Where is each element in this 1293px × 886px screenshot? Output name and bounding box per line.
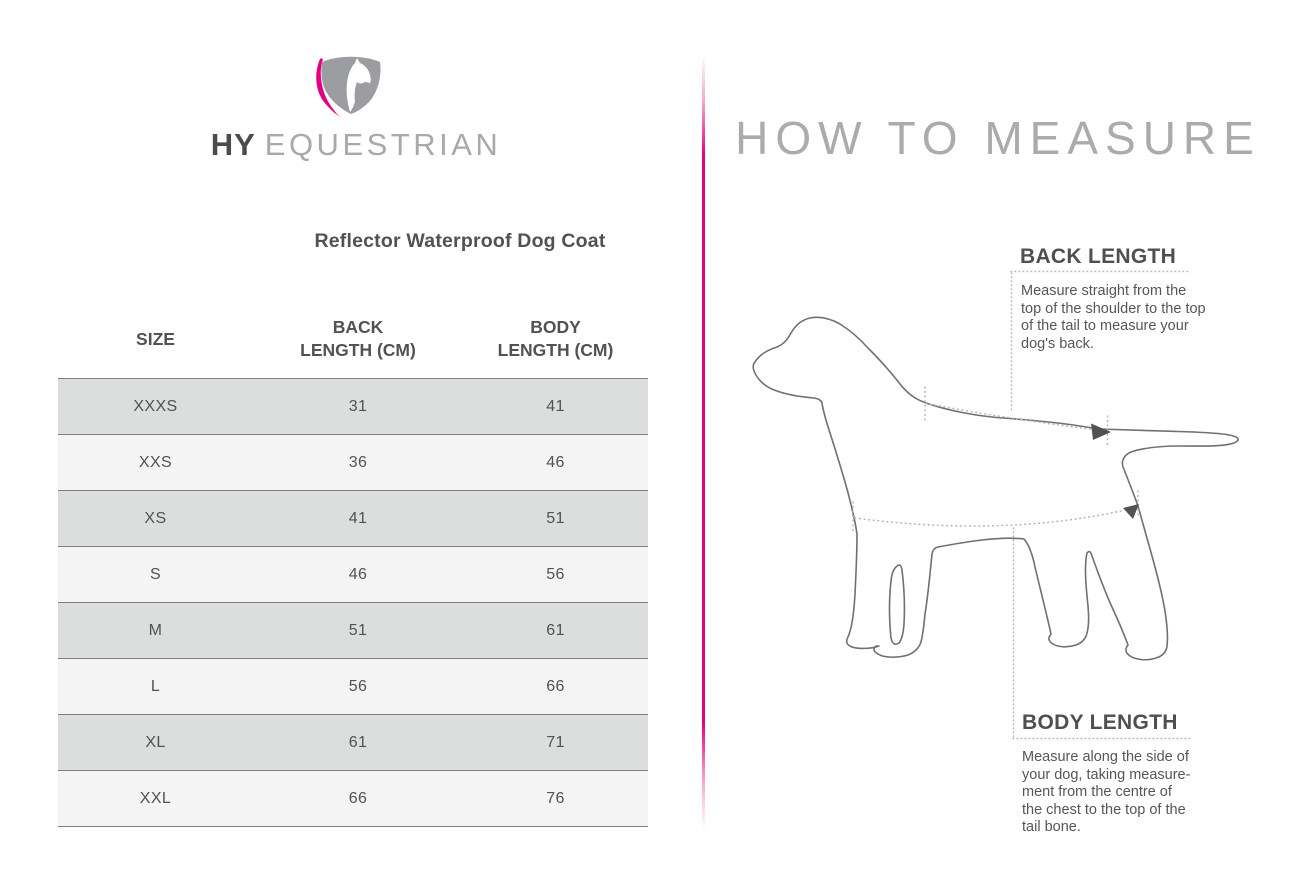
size-cell: L — [150, 677, 161, 695]
back-length-description: Measure straight from the top of the shoulder to the top of the tail to measure your dog's back. — [1021, 283, 1206, 352]
table-row — [58, 770, 648, 826]
body-length-cell: 76 — [546, 789, 565, 807]
body-length-cell: 56 — [546, 565, 565, 583]
brand-wordmark-hy: HY — [210, 127, 256, 162]
size-cell: XS — [144, 509, 167, 527]
table-row — [58, 434, 648, 490]
table-row — [58, 602, 648, 658]
size-cell: XXXS — [133, 397, 178, 415]
column-header-size: SIZE — [136, 329, 175, 349]
body-measure-arrowhead-icon — [1123, 504, 1139, 519]
back-measure-line — [926, 404, 1093, 430]
back-length-title: BACK LENGTH — [1020, 245, 1177, 268]
size-cell: XXL — [139, 789, 172, 807]
body-measure-line — [855, 511, 1121, 526]
size-cell: S — [149, 565, 162, 583]
back-length-cell: 66 — [348, 789, 368, 807]
size-cell: M — [148, 621, 163, 639]
how-to-measure-heading: HOW TO MEASURE — [735, 112, 1261, 164]
table-row — [58, 490, 648, 546]
table-row — [58, 378, 648, 434]
column-header-body-length: BODY LENGTH (CM) — [497, 317, 614, 360]
body-length-description: Measure along the side of your dog, taking measure- ment from the centre of the chest to the top of the tail bone. — [1022, 749, 1191, 836]
body-length-title: BODY LENGTH — [1022, 711, 1178, 734]
table-row — [58, 714, 648, 770]
back-length-cell: 51 — [348, 621, 368, 639]
table-row — [58, 658, 648, 714]
table-row — [58, 546, 648, 602]
body-length-cell: 61 — [546, 621, 565, 639]
back-length-cell: 46 — [348, 565, 368, 583]
body-length-cell: 66 — [546, 677, 565, 695]
brand-wordmark — [160, 129, 552, 161]
dog-front-leg-gap — [890, 565, 905, 644]
body-length-cell: 41 — [546, 397, 565, 415]
brand-wordmark-equestrian: EQUESTRIAN — [264, 127, 502, 162]
hy-equestrian-logo-icon — [312, 54, 384, 118]
body-length-cell: 51 — [546, 509, 565, 527]
size-table-header — [58, 303, 648, 365]
dog-outline — [753, 317, 1238, 659]
size-cell: XL — [145, 733, 166, 751]
product-title: Reflector Waterproof Dog Coat — [314, 230, 606, 252]
back-length-cell: 61 — [348, 733, 368, 751]
back-length-cell: 56 — [348, 677, 368, 695]
back-length-cell: 31 — [348, 397, 368, 415]
body-length-cell: 71 — [546, 733, 565, 751]
column-header-back-length: BACK LENGTH (CM) — [300, 317, 416, 360]
body-length-cell: 46 — [546, 453, 565, 471]
size-table — [58, 378, 648, 827]
back-length-cell: 41 — [348, 509, 368, 527]
size-cell: XXS — [138, 453, 173, 471]
back-length-cell: 36 — [348, 453, 368, 471]
